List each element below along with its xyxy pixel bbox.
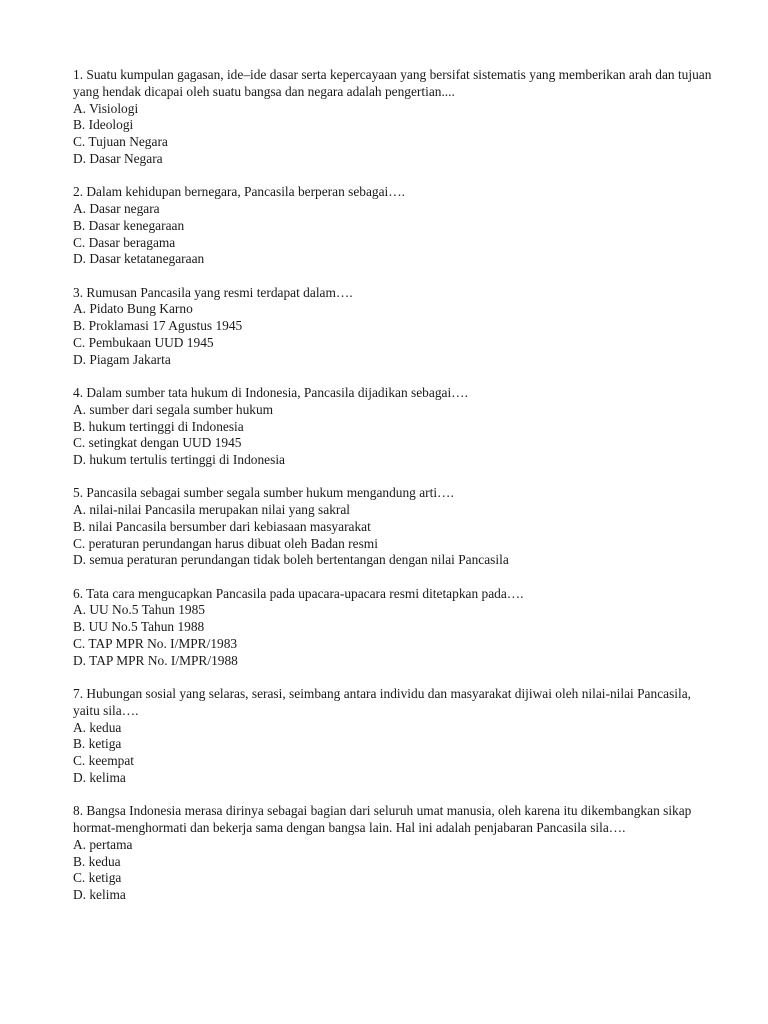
option-d: D. kelima bbox=[73, 887, 126, 903]
option-b: B. Dasar kenegaraan bbox=[73, 217, 185, 233]
question-text: 2. Dalam kehidupan bernegara, Pancasila berperan sebagai…. bbox=[73, 184, 406, 200]
option-b: B. hukum tertinggi di Indonesia bbox=[73, 418, 244, 434]
option-list bbox=[73, 837, 713, 904]
document-page bbox=[73, 67, 713, 920]
option-c: C. Pembukaan UUD 1945 bbox=[73, 334, 214, 350]
question-5 bbox=[73, 485, 713, 569]
option-b: B. Proklamasi 17 Agustus 1945 bbox=[73, 318, 243, 334]
option-b: B. kedua bbox=[73, 853, 121, 869]
option-b: B. nilai Pancasila bersumber dari kebiasaan masyarakat bbox=[73, 518, 371, 534]
question-7 bbox=[73, 686, 713, 787]
option-a: A. sumber dari segala sumber hukum bbox=[73, 401, 274, 417]
option-d: D. Piagam Jakarta bbox=[73, 351, 171, 367]
option-b: B. ketiga bbox=[73, 736, 122, 752]
question-2 bbox=[73, 184, 713, 268]
option-a: A. Visiologi bbox=[73, 100, 139, 116]
option-b: B. Ideologi bbox=[73, 117, 134, 133]
option-c: C. TAP MPR No. I/MPR/1983 bbox=[73, 636, 238, 652]
option-d: D. Dasar Negara bbox=[73, 150, 163, 166]
option-d: D. semua peraturan perundangan tidak boleh bertentangan dengan nilai Pancasila bbox=[73, 552, 509, 568]
option-c: C. keempat bbox=[73, 753, 134, 769]
question-4 bbox=[73, 385, 713, 469]
question-text: 3. Rumusan Pancasila yang resmi terdapat dalam…. bbox=[73, 284, 353, 300]
question-3 bbox=[73, 285, 713, 369]
option-c: C. setingkat dengan UUD 1945 bbox=[73, 435, 242, 451]
option-a: A. nilai-nilai Pancasila merupakan nilai yang sakral bbox=[73, 502, 351, 518]
question-text: 8. Bangsa Indonesia merasa dirinya sebagai bagian dari seluruh umat manusia, oleh karena itu dikembangkan sikap hormat-menghormati dan bekerja sama dengan bangsa lain. Hal ini adalah penjabaran Pancasila sila…. bbox=[73, 803, 692, 836]
option-list bbox=[73, 101, 713, 168]
option-a: A. Pidato Bung Karno bbox=[73, 301, 193, 317]
option-list bbox=[73, 502, 713, 569]
option-a: A. Dasar negara bbox=[73, 200, 160, 216]
option-d: D. hukum tertulis tertinggi di Indonesia bbox=[73, 452, 285, 468]
option-c: C. ketiga bbox=[73, 870, 122, 886]
option-list bbox=[73, 720, 713, 787]
option-a: A. pertama bbox=[73, 836, 133, 852]
option-d: D. TAP MPR No. I/MPR/1988 bbox=[73, 652, 238, 668]
option-a: A. kedua bbox=[73, 719, 122, 735]
question-text: 6. Tata cara mengucapkan Pancasila pada upacara-upacara resmi ditetapkan pada…. bbox=[73, 585, 524, 601]
option-list bbox=[73, 301, 713, 368]
option-list bbox=[73, 602, 713, 669]
option-d: D. Dasar ketatanegaraan bbox=[73, 251, 205, 267]
option-list bbox=[73, 201, 713, 268]
option-d: D. kelima bbox=[73, 770, 126, 786]
question-text: 5. Pancasila sebagai sumber segala sumber hukum mengandung arti…. bbox=[73, 485, 454, 501]
option-list bbox=[73, 402, 713, 469]
option-c: C. peraturan perundangan harus dibuat oleh Badan resmi bbox=[73, 535, 378, 551]
option-b: B. UU No.5 Tahun 1988 bbox=[73, 619, 205, 635]
question-8 bbox=[73, 803, 713, 904]
question-1 bbox=[73, 67, 713, 168]
option-c: C. Tujuan Negara bbox=[73, 134, 168, 150]
option-a: A. UU No.5 Tahun 1985 bbox=[73, 602, 205, 618]
question-text: 1. Suatu kumpulan gagasan, ide–ide dasar serta kepercayaan yang bersifat sistematis yang memberikan arah dan tujuan yang hendak dicapai oleh suatu bangsa dan negara adalah pengertian.... bbox=[73, 67, 712, 99]
option-c: C. Dasar beragama bbox=[73, 234, 176, 250]
question-6 bbox=[73, 586, 713, 670]
question-text: 4. Dalam sumber tata hukum di Indonesia, Pancasila dijadikan sebagai…. bbox=[73, 384, 468, 400]
question-text: 7. Hubungan sosial yang selaras, serasi, seimbang antara individu dan masyarakat dijiwai oleh nilai-nilai Pancasila, yaitu sila…. bbox=[73, 686, 692, 718]
